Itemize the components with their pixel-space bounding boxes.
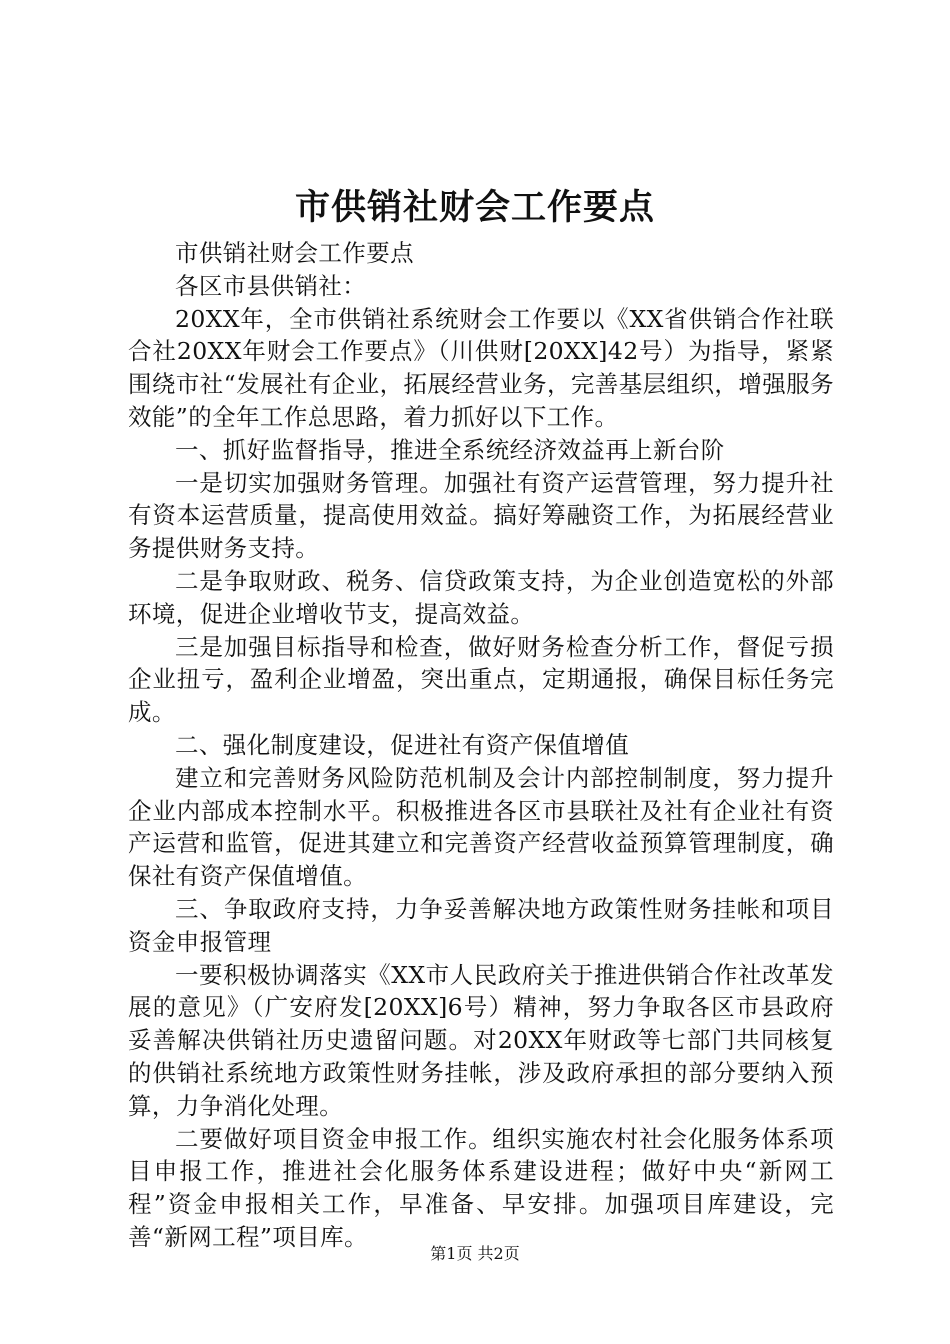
document-body bbox=[128, 237, 834, 1254]
section-heading-1: 一、抓好监督指导，推进全系统经济效益再上新台阶 bbox=[175, 435, 725, 464]
paragraph-salutation: 各区市县供销社： bbox=[175, 271, 367, 300]
paragraph-item: 二是争取财政、税务、信贷政策支持，为企业创造宽松的外部环境，促进企业增收节支，提高效益。 bbox=[128, 566, 834, 628]
paragraph-intro: 20XX年，全市供销社系统财会工作要以《XX省供销合作社联合社20XX年财会工作要点》（川供财[20XX]42号）为指导，紧紧围绕市社“发展社有企业，拓展经营业务，完善基层组织，增强服务效能”的全年工作总思路，着力抓好以下工作。 bbox=[128, 304, 834, 431]
paragraph-item: 三是加强目标指导和检查，做好财务检查分析工作，督促亏损企业扭亏，盈利企业增盈，突出重点，定期通报，确保目标任务完成。 bbox=[128, 632, 834, 727]
section-heading-2: 二、强化制度建设，促进社有资产保值增值 bbox=[175, 730, 630, 759]
section-heading-3: 三、争取政府支持，力争妥善解决地方政策性财务挂帐和项目资金申报管理 bbox=[128, 894, 834, 956]
paragraph-subtitle: 市供销社财会工作要点 bbox=[175, 239, 414, 267]
paragraph-item: 建立和完善财务风险防范机制及会计内部控制制度，努力提升企业内部成本控制水平。积极推进各区市县联社及社有企业社有资产运营和监管，促进其建立和完善资产经营收益预算管理制度，确保社有资产保值增值。 bbox=[128, 763, 834, 891]
paragraph-item: 二要做好项目资金申报工作。组织实施农村社会化服务体系项目申报工作，推进社会化服务体系建设进程；做好中央“新网工程”资金申报相关工作，早准备、早安排。加强项目库建设，完善“新网工程”项目库。 bbox=[128, 1124, 834, 1251]
paragraph-item: 一是切实加强财务管理。加强社有资产运营管理，努力提升社有资本运营质量，提高使用效益。搞好筹融资工作，为拓展经营业务提供财务支持。 bbox=[128, 468, 834, 563]
page-footer: 第1页 共2页 bbox=[430, 1244, 520, 1263]
paragraph-item: 一要积极协调落实《XX市人民政府关于推进供销合作社改革发展的意见》（广安府发[20XX]6号）精神，努力争取各区市县政府妥善解决供销社历史遗留问题。对20XX年财政等七部门共同核复的供销社系统地方政策性财务挂帐，涉及政府承担的部分要纳入预算，力争消化处理。 bbox=[128, 960, 834, 1120]
document-title: 市供销社财会工作要点 bbox=[294, 187, 655, 228]
